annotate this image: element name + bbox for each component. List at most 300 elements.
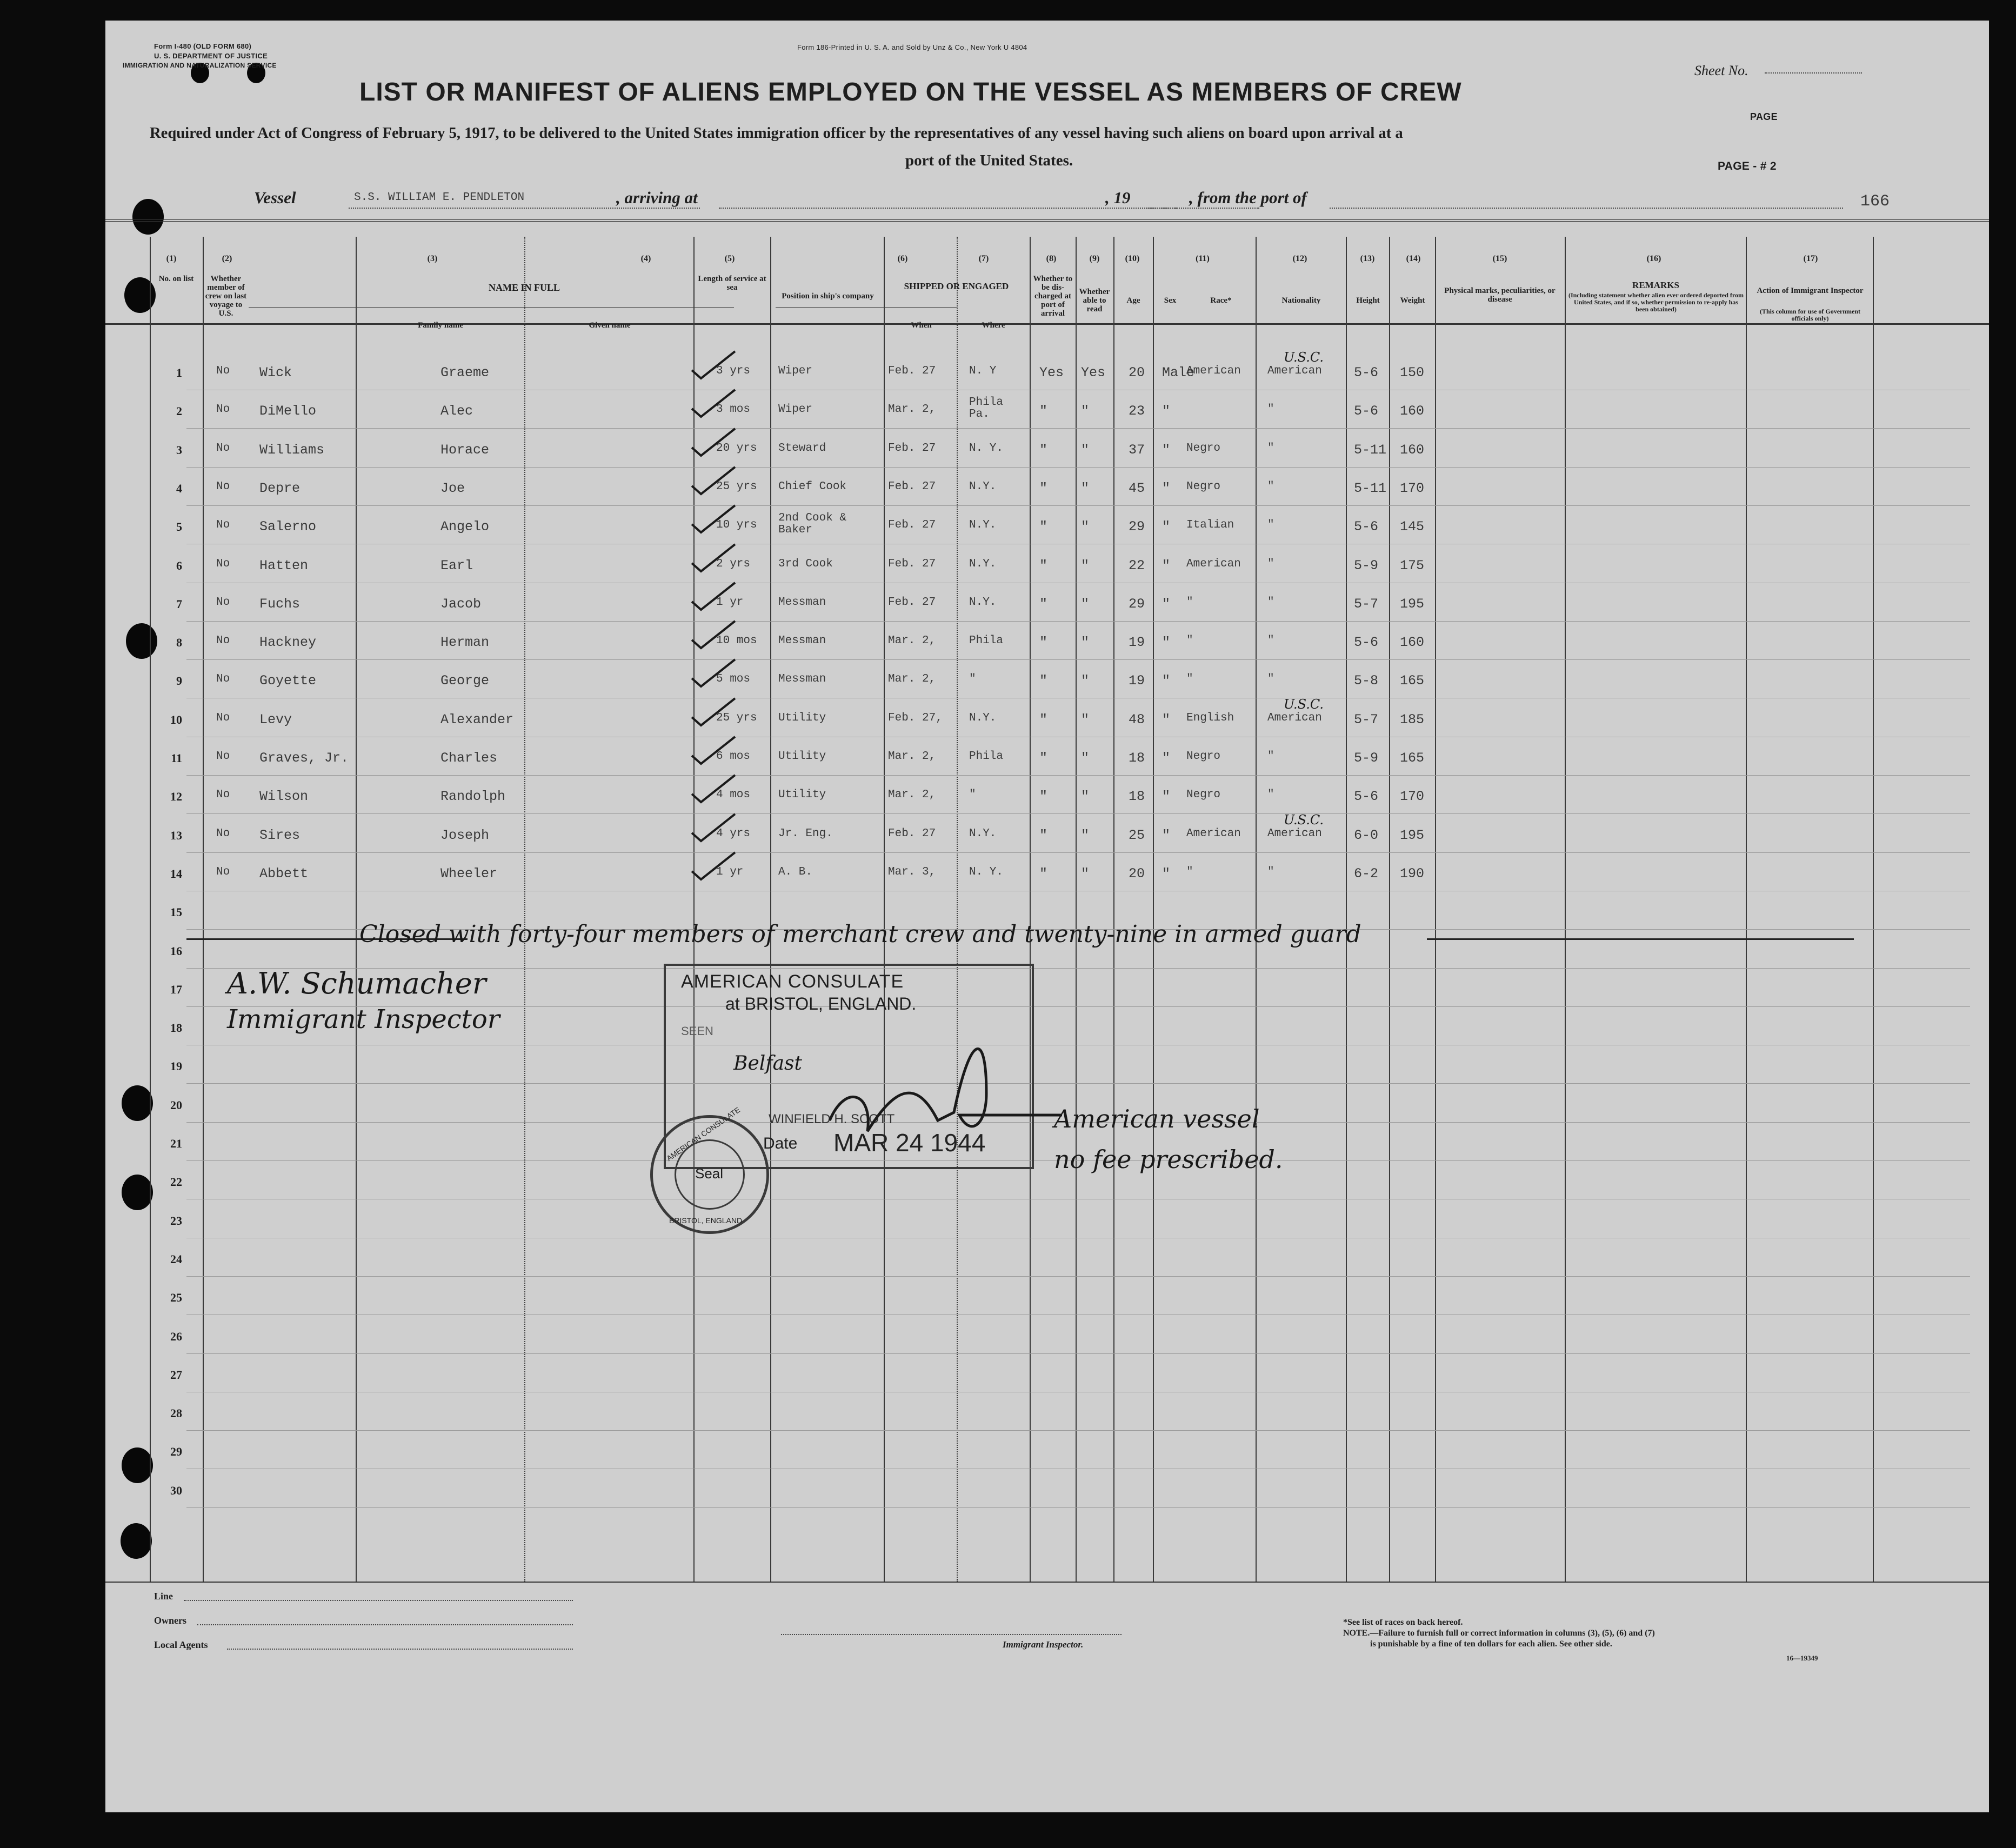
col-divider: [957, 237, 958, 1582]
cell-nationality: ": [1267, 480, 1274, 493]
cell-sex: ": [1162, 519, 1171, 535]
col-divider: [203, 237, 204, 1582]
col-num: (5): [724, 254, 735, 263]
cell-given: Graeme: [440, 365, 490, 381]
cell-height: 6-2: [1354, 865, 1379, 882]
cell-height: 5-7: [1354, 711, 1379, 728]
footer-inspector-blank: [781, 1634, 1122, 1635]
cell-position: 2nd Cook & Baker: [778, 512, 847, 537]
cell-where: Phila Pa.: [969, 396, 1004, 421]
cell-service: 10 yrs: [716, 519, 757, 532]
cell-race: Negro: [1186, 789, 1221, 802]
department: U. S. DEPARTMENT OF JUSTICE: [154, 52, 268, 60]
vessel-blank: [349, 208, 700, 209]
footer-line-label: Line: [154, 1591, 173, 1602]
cell-position: 3rd Cook: [778, 557, 833, 570]
cell-age: 19: [1129, 673, 1145, 689]
inspector-title: Immigrant Inspector: [227, 1004, 500, 1035]
cell-race: ": [1186, 673, 1193, 686]
empty-row-number: 19: [170, 1059, 182, 1073]
col-divider: [1346, 237, 1347, 1582]
cell-position: Wiper: [778, 365, 813, 377]
cell-position: Messman: [778, 635, 826, 648]
col-num: (13): [1360, 254, 1375, 263]
from-port-label: , from the port of: [1189, 188, 1307, 207]
cell-when: Mar. 2,: [888, 789, 936, 802]
check-mark-icon: [689, 618, 738, 651]
cell-family: Hatten: [259, 557, 309, 573]
cell-discharged: ": [1039, 750, 1048, 766]
cell-where: N. Y: [969, 365, 997, 377]
closing-line-right: [1427, 938, 1854, 940]
row-rule: [186, 1430, 1970, 1431]
cell-discharged: Yes: [1039, 365, 1064, 381]
cell-height: 5-7: [1354, 596, 1379, 612]
col-num: (9): [1089, 254, 1100, 263]
cell-nationality-note: U.S.C.: [1284, 812, 1324, 828]
col-num: (10): [1125, 254, 1140, 263]
cell-age: 45: [1129, 480, 1145, 496]
cell-sex: Male: [1162, 365, 1195, 381]
col-header-remarks-note: (Including statement whether alien ever ordered deported from United States, and if so, whether permission to re-apply has been obtained): [1568, 291, 1744, 313]
row-number: 7: [176, 597, 182, 611]
cell-read: ": [1081, 789, 1090, 805]
col-divider: [1256, 237, 1257, 1582]
check-mark-icon: [689, 696, 738, 728]
empty-row-number: 17: [170, 982, 182, 996]
cell-where: ": [969, 789, 976, 802]
cell-when: Mar. 2,: [888, 635, 936, 648]
vessel-name: S.S. WILLIAM E. PENDLETON: [354, 191, 525, 204]
cell-weight: 190: [1400, 865, 1425, 882]
row-rule: [186, 813, 1970, 814]
cell-where: ": [969, 673, 976, 686]
cell-position: Steward: [778, 442, 826, 455]
row-rule: [186, 1353, 1970, 1354]
cell-where: N. Y.: [969, 865, 1004, 878]
cell-discharged: ": [1039, 789, 1048, 805]
col-num: (17): [1803, 254, 1818, 263]
footer-agents-blank: [227, 1649, 573, 1650]
cell-sex: ": [1162, 789, 1171, 805]
cell-height: 5-6: [1354, 403, 1379, 419]
cell-race: Negro: [1186, 480, 1221, 493]
row-number: 9: [176, 674, 182, 688]
punch-hole: [122, 1447, 153, 1483]
col-num: (3): [427, 254, 438, 263]
cell-given: Angelo: [440, 519, 490, 535]
empty-row-number: 16: [170, 944, 182, 958]
cell-service: 3 mos: [716, 403, 751, 416]
cell-when: Feb. 27: [888, 365, 936, 377]
cell-height: 6-0: [1354, 827, 1379, 843]
arriving-label: , arriving at: [616, 188, 698, 207]
cell-family: Wilson: [259, 789, 309, 805]
cell-read: ": [1081, 711, 1090, 728]
check-mark-icon: [689, 387, 738, 419]
cell-race: ": [1186, 635, 1193, 648]
cell-given: Randolph: [440, 789, 506, 805]
cell-race: ": [1186, 596, 1193, 609]
margin-note-fee: no fee prescribed.: [1054, 1145, 1283, 1174]
cell-age: 37: [1129, 442, 1145, 458]
cell-race: Italian: [1186, 519, 1234, 532]
empty-row-number: 26: [170, 1329, 182, 1343]
empty-row-number: 22: [170, 1175, 182, 1189]
cell-given: George: [440, 673, 490, 689]
row-number: 14: [170, 866, 182, 880]
cell-nationality: ": [1267, 673, 1274, 686]
col-header-marks: Physical marks, peculiarities, or disease: [1444, 286, 1556, 304]
col-num: (11): [1196, 254, 1210, 263]
cell-service: 3 yrs: [716, 365, 751, 377]
cell-read: ": [1081, 442, 1090, 458]
cell-when: Feb. 27: [888, 827, 936, 840]
cell-sex: ": [1162, 635, 1171, 651]
cell-where: N.Y.: [969, 480, 997, 493]
cell-service: 20 yrs: [716, 442, 757, 455]
page-number: PAGE - # 2: [1718, 160, 1777, 172]
cell-given: Wheeler: [440, 865, 498, 882]
cell-weight: 160: [1400, 635, 1425, 651]
cell-position: A. B.: [778, 865, 813, 878]
col-header-when: When: [911, 321, 932, 330]
cell-given: Joseph: [440, 827, 490, 843]
cell-weight: 175: [1400, 557, 1425, 573]
cell-service: 5 mos: [716, 673, 751, 686]
cell-service: 2 yrs: [716, 557, 751, 570]
cell-prev: No: [216, 519, 230, 532]
cell-read: ": [1081, 750, 1090, 766]
cell-read: ": [1081, 596, 1090, 612]
cell-age: 20: [1129, 365, 1145, 381]
col-divider: [356, 237, 357, 1582]
col-divider: [1873, 237, 1874, 1582]
cell-race: American: [1186, 827, 1241, 840]
cell-age: 48: [1129, 711, 1145, 728]
cell-discharged: ": [1039, 673, 1048, 689]
stamp-belfast: Belfast: [733, 1052, 803, 1075]
page-title: LIST OR MANIFEST OF ALIENS EMPLOYED ON THE VESSEL AS MEMBERS OF CREW: [359, 78, 1462, 106]
cell-sex: ": [1162, 865, 1171, 882]
col-header-where: Where: [982, 321, 1005, 330]
cell-prev: No: [216, 365, 230, 377]
cell-where: N.Y.: [969, 711, 997, 724]
cell-position: Wiper: [778, 403, 813, 416]
row-number: 11: [171, 751, 182, 765]
cell-discharged: ": [1039, 827, 1048, 843]
cell-when: Mar. 2,: [888, 403, 936, 416]
row-number: 5: [176, 520, 182, 534]
col-divider: [1153, 237, 1154, 1582]
col-num: (7): [978, 254, 989, 263]
cell-race: Negro: [1186, 750, 1221, 763]
cell-sex: ": [1162, 442, 1171, 458]
cell-weight: 160: [1400, 442, 1425, 458]
row-rule: [186, 1507, 1970, 1508]
cell-when: Feb. 27: [888, 442, 936, 455]
cell-read: Yes: [1081, 365, 1106, 381]
col-divider: [1076, 237, 1077, 1582]
folio-number: 166: [1860, 192, 1890, 211]
cell-when: Feb. 27: [888, 480, 936, 493]
cell-given: Alexander: [440, 711, 514, 728]
vessel-label: Vessel: [254, 188, 296, 207]
cell-family: Williams: [259, 442, 325, 458]
col-header-name: NAME IN FULL: [488, 282, 560, 293]
row-number: 1: [176, 366, 182, 379]
cell-sex: ": [1162, 557, 1171, 573]
cell-nationality: ": [1267, 403, 1274, 416]
cell-where: N. Y.: [969, 442, 1004, 455]
cell-sex: ": [1162, 480, 1171, 496]
footer-note-2: is punishable by a fine of ten dollars for each alien. See other side.: [1370, 1639, 1612, 1649]
shipped-subrule: [776, 307, 957, 308]
cell-when: Mar. 2,: [888, 673, 936, 686]
check-mark-icon: [689, 426, 738, 458]
page-label: PAGE: [1750, 111, 1778, 122]
footer-owners-blank: [197, 1624, 573, 1625]
cell-when: Feb. 27: [888, 557, 936, 570]
cell-family: Graves, Jr.: [259, 750, 349, 766]
service-name: IMMIGRATION AND NATURALIZATION SERVICE: [123, 62, 277, 69]
cell-sex: ": [1162, 750, 1171, 766]
cell-weight: 170: [1400, 789, 1425, 805]
cell-age: 19: [1129, 635, 1145, 651]
cell-family: Goyette: [259, 673, 317, 689]
row-number: 3: [176, 443, 182, 457]
empty-row-number: 20: [170, 1098, 182, 1112]
seal-bottom-text: BRISTOL, ENGLAND: [669, 1216, 743, 1225]
col-divider: [1113, 237, 1114, 1582]
cell-race: English: [1186, 711, 1234, 724]
cell-nationality: ": [1267, 789, 1274, 802]
row-number: 12: [170, 790, 182, 804]
cell-position: Messman: [778, 596, 826, 609]
col-divider: [1565, 237, 1566, 1582]
margin-note-vessel: American vessel: [1054, 1104, 1260, 1133]
cell-given: Joe: [440, 480, 465, 496]
cell-sex: ": [1162, 673, 1171, 689]
consulate-seal: [650, 1105, 769, 1234]
punch-hole: [132, 199, 164, 235]
col-header-family: Family name: [418, 321, 463, 330]
row-rule: [186, 428, 1970, 429]
cell-family: Hackney: [259, 635, 317, 651]
empty-row-number: 18: [170, 1021, 182, 1035]
col-header-read: Whether able to read: [1079, 288, 1110, 313]
cell-where: Phila: [969, 750, 1004, 763]
cell-where: N.Y.: [969, 596, 997, 609]
row-rule: [186, 505, 1970, 506]
cell-age: 22: [1129, 557, 1145, 573]
check-mark-icon: [689, 464, 738, 497]
cell-discharged: ": [1039, 557, 1048, 573]
cell-age: 29: [1129, 519, 1145, 535]
cell-nationality: ": [1267, 557, 1274, 570]
cell-prev: No: [216, 673, 230, 686]
col-header-no: No. on list: [158, 275, 194, 283]
cell-when: Feb. 27: [888, 519, 936, 532]
col-header-given: Given name: [589, 321, 631, 330]
punch-hole: [124, 277, 156, 313]
empty-row-number: 29: [170, 1445, 182, 1459]
cell-discharged: ": [1039, 442, 1048, 458]
footer-inspector-caption: Immigrant Inspector.: [1003, 1639, 1084, 1650]
cell-family: Depre: [259, 480, 301, 496]
row-number: 6: [176, 558, 182, 572]
punch-hole: [122, 1175, 153, 1210]
cell-nationality: American: [1267, 711, 1322, 724]
col-header-action: Action of Immigrant Inspector: [1757, 286, 1864, 295]
check-mark-icon: [689, 349, 738, 381]
seal-top-text: AMERICAN CONSULATE: [665, 1105, 742, 1163]
cell-weight: 165: [1400, 750, 1425, 766]
col-header-service: Length of service at sea: [698, 275, 766, 292]
col-header-nationality: Nationality: [1281, 296, 1321, 305]
empty-row-number: 23: [170, 1213, 182, 1227]
cell-age: 25: [1129, 827, 1145, 843]
cell-nationality-note: U.S.C.: [1284, 696, 1324, 712]
cell-read: ": [1081, 673, 1090, 689]
cell-where: N.Y.: [969, 557, 997, 570]
col-header-age: Age: [1126, 296, 1140, 305]
cell-prev: No: [216, 711, 230, 724]
cell-discharged: ": [1039, 480, 1048, 496]
cell-height: 5-6: [1354, 365, 1379, 381]
col-header-discharged: Whether to be dis-charged at port of arrival: [1033, 275, 1073, 318]
cell-read: ": [1081, 403, 1090, 419]
col-header-position: Position in ship's company: [782, 292, 874, 301]
col-header-remarks: REMARKS: [1632, 280, 1679, 290]
cell-prev: No: [216, 789, 230, 802]
col-header-action-note: (This column for use of Government officials only): [1759, 308, 1861, 322]
col-divider: [1746, 237, 1747, 1582]
cell-service: 4 mos: [716, 789, 751, 802]
stamp-line-2: at BRISTOL, ENGLAND.: [725, 994, 917, 1013]
cell-service: 4 yrs: [716, 827, 751, 840]
cell-read: ": [1081, 827, 1090, 843]
cell-service: 1 yr: [716, 596, 744, 609]
name-subrule: [249, 307, 734, 308]
stamp-consul-name: WINFIELD H. SCOTT: [769, 1112, 895, 1126]
col-header-sex: Sex: [1164, 296, 1177, 305]
stamp-date-label: Date: [763, 1135, 798, 1152]
col-divider: [1435, 237, 1436, 1582]
col-num: (2): [222, 254, 232, 263]
cell-prev: No: [216, 403, 230, 416]
row-rule: [186, 1276, 1970, 1277]
cell-height: 5-11: [1354, 442, 1387, 458]
col-divider: [770, 237, 771, 1582]
cell-nationality: ": [1267, 519, 1274, 532]
row-number: 8: [176, 636, 182, 650]
cell-prev: No: [216, 750, 230, 763]
cell-position: Jr. Eng.: [778, 827, 833, 840]
cell-height: 5-6: [1354, 789, 1379, 805]
cell-service: 25 yrs: [716, 480, 757, 493]
cell-sex: ": [1162, 596, 1171, 612]
cell-read: ": [1081, 865, 1090, 882]
cell-service: 10 mos: [716, 635, 757, 648]
col-divider: [1389, 237, 1390, 1582]
cell-where: N.Y.: [969, 519, 997, 532]
cell-given: Alec: [440, 403, 473, 419]
form-id: Form I-480 (OLD FORM 680): [154, 42, 252, 50]
cell-height: 5-8: [1354, 673, 1379, 689]
cell-weight: 170: [1400, 480, 1425, 496]
printer-line: Form 186-Printed in U. S. A. and Sold by Unz & Co., New York U 4804: [797, 43, 1027, 51]
cell-nationality: ": [1267, 865, 1274, 878]
cell-service: 1 yr: [716, 865, 744, 878]
cell-read: ": [1081, 557, 1090, 573]
cell-given: Charles: [440, 750, 498, 766]
row-rule: [186, 621, 1970, 622]
row-number: 2: [176, 404, 182, 418]
col-num: (16): [1646, 254, 1661, 263]
cell-weight: 150: [1400, 365, 1425, 381]
row-rule: [186, 852, 1970, 853]
cell-height: 5-9: [1354, 750, 1379, 766]
cell-when: Mar. 2,: [888, 750, 936, 763]
check-mark-icon: [689, 657, 738, 689]
empty-row-number: 25: [170, 1291, 182, 1305]
cell-family: Sires: [259, 827, 301, 843]
inspector-signature: A.W. Schumacher: [227, 966, 486, 1000]
cell-height: 5-6: [1354, 635, 1379, 651]
cell-race: American: [1186, 557, 1241, 570]
cell-where: Phila: [969, 635, 1004, 648]
cell-age: 18: [1129, 789, 1145, 805]
check-mark-icon: [689, 542, 738, 574]
cell-nationality: ": [1267, 442, 1274, 455]
cell-discharged: ": [1039, 519, 1048, 535]
cell-height: 5-6: [1354, 519, 1379, 535]
cell-given: Herman: [440, 635, 490, 651]
cell-weight: 160: [1400, 403, 1425, 419]
cell-position: Utility: [778, 711, 826, 724]
cell-position: Chief Cook: [778, 480, 847, 493]
cell-discharged: ": [1039, 865, 1048, 882]
cell-discharged: ": [1039, 635, 1048, 651]
cell-nationality: American: [1267, 365, 1322, 377]
empty-row-number: 24: [170, 1252, 182, 1266]
cell-when: Feb. 27,: [888, 711, 943, 724]
cell-read: ": [1081, 635, 1090, 651]
cell-weight: 145: [1400, 519, 1425, 535]
cell-weight: 195: [1400, 827, 1425, 843]
subtitle-line-1: Required under Act of Congress of February 5, 1917, to be delivered to the United States immigration officer by the representatives of any vessel having such aliens on board upon arrival at a: [150, 125, 1403, 142]
sheet-label: Sheet No.: [1694, 63, 1748, 78]
cell-prev: No: [216, 442, 230, 455]
cell-race: American: [1186, 365, 1241, 377]
cell-family: Wick: [259, 365, 292, 381]
empty-row-number: 27: [170, 1367, 182, 1382]
footer-line-blank: [184, 1600, 573, 1601]
year-label: , 19: [1105, 188, 1131, 207]
cell-age: 18: [1129, 750, 1145, 766]
cell-race: Negro: [1186, 442, 1221, 455]
col-num: (6): [897, 254, 908, 263]
sheet-blank: [1765, 72, 1862, 74]
cell-position: Utility: [778, 789, 826, 802]
col-num: (14): [1406, 254, 1421, 263]
footer-note-1: NOTE.—Failure to furnish full or correct information in columns (3), (5), (6) and (7): [1343, 1629, 1655, 1638]
cell-height: 5-9: [1354, 557, 1379, 573]
cell-age: 29: [1129, 596, 1145, 612]
footer-agents-label: Local Agents: [154, 1639, 208, 1650]
cell-given: Earl: [440, 557, 473, 573]
